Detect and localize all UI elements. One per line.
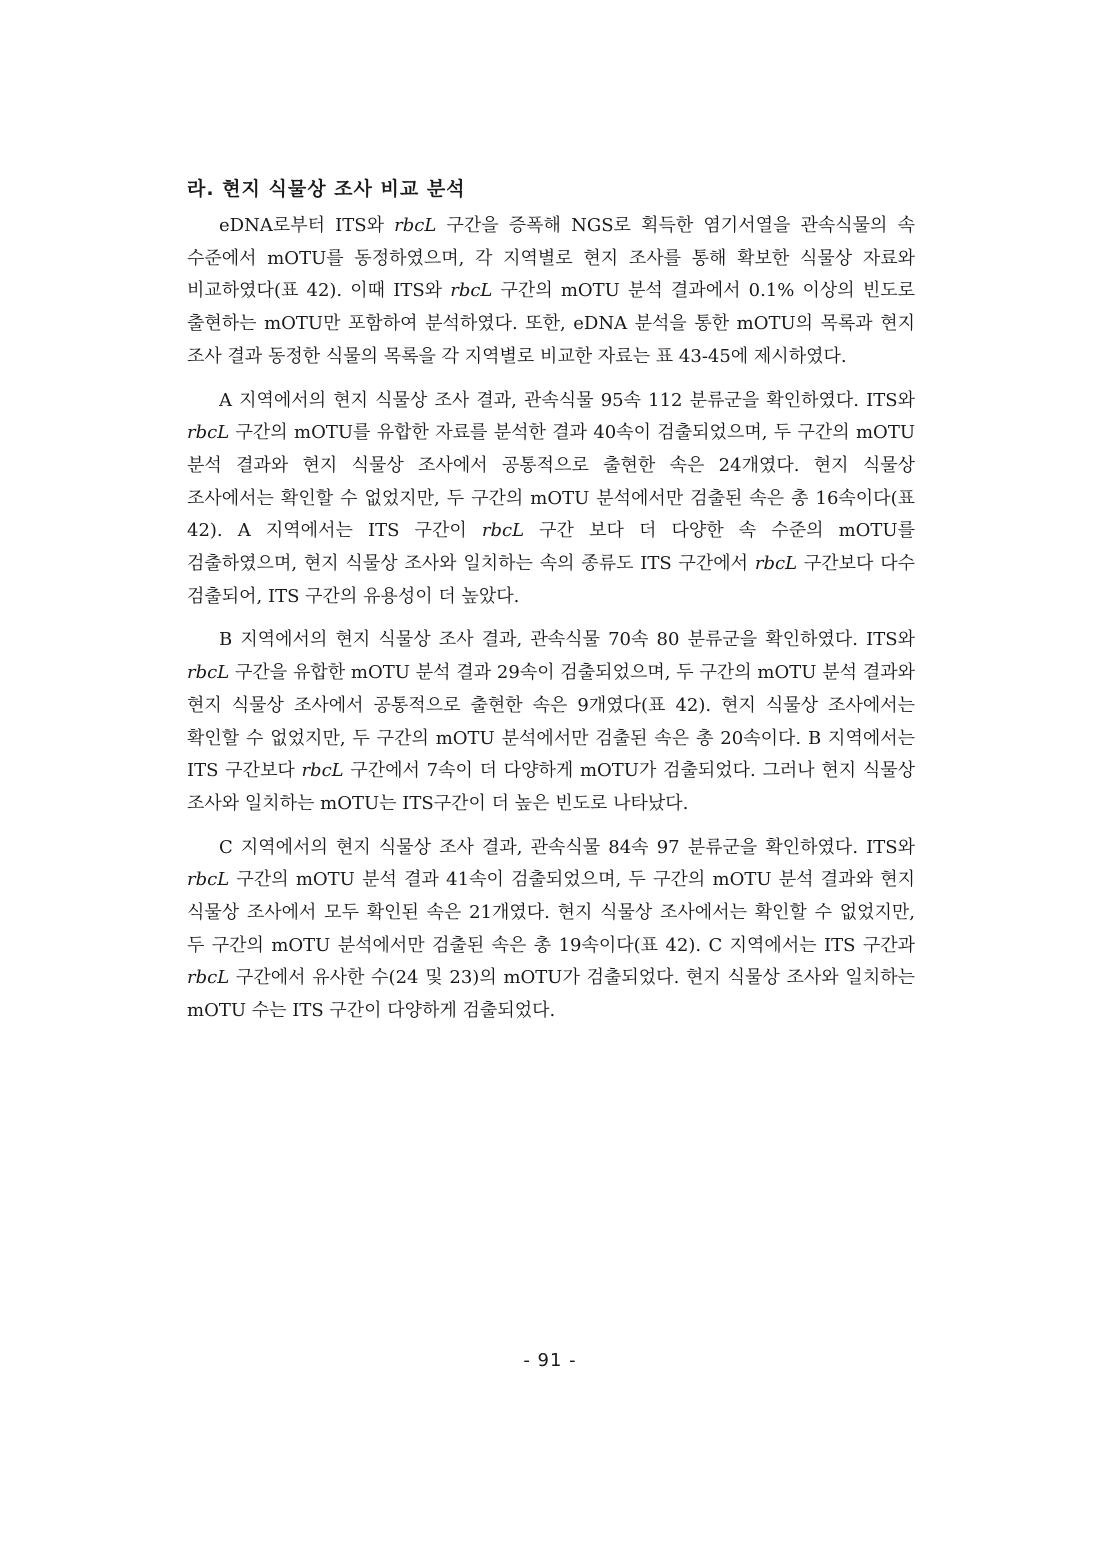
section-heading: 라. 현지 식물상 조사 비교 분석 xyxy=(187,178,466,200)
gene-name: rbcL xyxy=(481,520,525,542)
paragraph-text: 구간 보다 더 다양한 속 수준의 mOTU를 검출하였으며, 현지 식물상 조사와 일치하는 속의 종류도 ITS 구간에서 xyxy=(187,520,915,575)
paragraph-text: B 지역에서의 현지 식물상 조사 결과, 관속식물 70속 80 분류군을 확인하였다. ITS와 xyxy=(219,629,915,651)
gene-name: rbcL xyxy=(754,553,798,575)
gene-name: rbcL xyxy=(187,422,230,444)
gene-name: rbcL xyxy=(187,869,230,891)
paragraph-text: A 지역에서의 현지 식물상 조사 결과, 관속식물 95속 112 분류군을 확인하였다. ITS와 xyxy=(219,389,915,411)
gene-name: rbcL xyxy=(187,662,230,684)
paragraph-intro xyxy=(187,210,915,374)
paragraph-text: 구간보다 다수 검출되어, ITS 구간의 유용성이 더 높았다. xyxy=(187,553,915,607)
gene-name: rbcL xyxy=(301,760,344,782)
paragraph-text: 구간의 mOTU를 유합한 자료를 분석한 결과 40속이 검출되었으며, 두 구간의 mOTU 분석 결과와 현지 식물상 조사에서 공통적으로 출현한 속은 24개였다. 현지 식물상 조사에서는 확인할 수 없었지만, 두 구간의 mOTU 분석에서만 검출된 속은 총 16속이다(표 42). A 지역에서는 ITS 구간이 xyxy=(187,422,915,542)
paragraph-text: 구간의 mOTU 분석 결과에서 0.1% 이상의 빈도로 출현하는 mOTU만 포함하여 분석하였다. 또한, eDNA 분석을 통한 mOTU의 목록과 현지 조사 결과 동정한 식물의 목록을 각 지역별로 비교한 자료는 표 43-45에 제시하였다. xyxy=(187,280,915,367)
paragraph-text: C 지역에서의 현지 식물상 조사 결과, 관속식물 84속 97 분류군을 확인하였다. ITS와 xyxy=(219,836,915,858)
paragraph-text: 구간에서 유사한 수(24 및 23)의 mOTU가 검출되었다. 현지 식물상 조사와 일치하는 mOTU 수는 ITS 구간이 다양하게 검출되었다. xyxy=(187,967,915,1022)
document-body xyxy=(187,176,915,1039)
paragraph-text: 구간을 증폭해 NGS로 획득한 염기서열을 관속식물의 속 수준에서 mOTU를 동정하였으며, 각 지역별로 현지 조사를 통해 확보한 식물상 자료와 비교하였다(표 42). 이때 ITS와 xyxy=(187,215,915,302)
paragraph-region-c xyxy=(187,832,915,1028)
paragraph-region-b xyxy=(187,624,915,820)
paragraph-region-a xyxy=(187,385,915,614)
gene-name: rbcL xyxy=(394,215,437,236)
page-number: - 91 - xyxy=(523,1350,577,1371)
paragraph-text: 구간을 유합한 mOTU 분석 결과 29속이 검출되었으며, 두 구간의 mOTU 분석 결과와 현지 식물상 조사에서 공통적으로 출현한 속은 9개였다(표 42). 현지 식물상 조사에서는 확인할 수 없었지만, 두 구간의 mOTU 분석에서만 검출된 속은 총 20속이다. B 지역에서는 ITS 구간보다 xyxy=(187,662,915,782)
paragraph-text: 구간에서 7속이 더 다양하게 mOTU가 검출되었다. 그러나 현지 식물상 조사와 일치하는 mOTU는 ITS구간이 더 높은 빈도로 나타났다. xyxy=(187,760,915,814)
gene-name: rbcL xyxy=(450,280,493,302)
paragraph-text: 구간의 mOTU 분석 결과 41속이 검출되었으며, 두 구간의 mOTU 분석 결과와 현지 식물상 조사에서 모두 확인된 속은 21개였다. 현지 식물상 조사에서는 확인할 수 없었지만, 두 구간의 mOTU 분석에서만 검출된 속은 총 19속이다(표 42). C 지역에서는 ITS 구간과 xyxy=(187,869,915,956)
paragraph-text: eDNA로부터 ITS와 xyxy=(219,215,395,236)
gene-name: rbcL xyxy=(187,967,230,989)
